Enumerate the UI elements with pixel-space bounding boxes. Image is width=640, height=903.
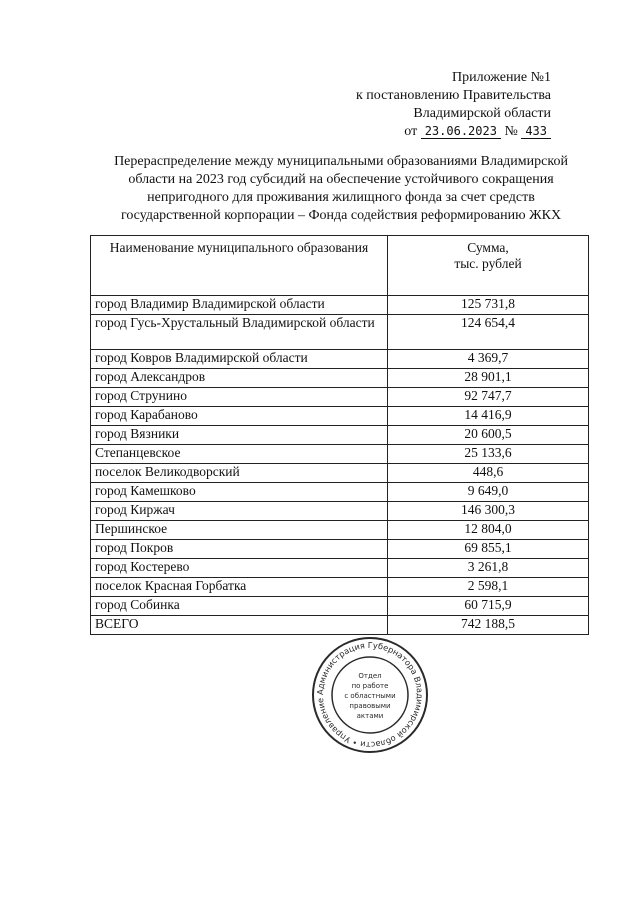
title-line-3: непригодного для проживания жилищного фонда за счет средств xyxy=(147,190,535,205)
title-line-1: Перераспределение между муниципальными образованиями Владимирской xyxy=(114,154,568,169)
row-name: город Струнино xyxy=(91,388,388,407)
table-row xyxy=(91,296,589,315)
row-name: город Вязники xyxy=(91,426,388,445)
row-sum: 14 416,9 xyxy=(388,407,589,426)
annex-date-line xyxy=(311,123,551,141)
table-row xyxy=(91,502,589,521)
row-sum: 92 747,7 xyxy=(388,388,589,407)
annex-subtitle: к постановлению Правительства xyxy=(355,88,551,103)
row-name: Першинское xyxy=(91,521,388,540)
row-name: поселок Красная Горбатка xyxy=(91,578,388,597)
table-header-row xyxy=(91,236,589,296)
table-row xyxy=(91,315,589,350)
header-name: Наименование муниципального образования xyxy=(91,236,388,296)
row-sum: 28 901,1 xyxy=(388,369,589,388)
row-sum: 12 804,0 xyxy=(388,521,589,540)
row-sum: 125 731,8 xyxy=(388,296,589,315)
row-name: город Ковров Владимирской области xyxy=(91,350,388,369)
total-row xyxy=(91,616,589,635)
row-sum: 2 598,1 xyxy=(388,578,589,597)
row-name: город Владимир Владимирской области xyxy=(91,296,388,315)
table-row xyxy=(91,369,589,388)
table-row xyxy=(91,445,589,464)
row-sum: 4 369,7 xyxy=(388,350,589,369)
decree-date: 23.06.2023 xyxy=(421,124,501,139)
table-row xyxy=(91,426,589,445)
document-title xyxy=(94,153,588,225)
row-name: город Костерево xyxy=(91,559,388,578)
row-sum: 3 261,8 xyxy=(388,559,589,578)
row-sum: 146 300,3 xyxy=(388,502,589,521)
table-row xyxy=(91,388,589,407)
stamp-center-line-3: с областными xyxy=(344,692,396,700)
row-sum: 69 855,1 xyxy=(388,540,589,559)
row-sum: 25 133,6 xyxy=(388,445,589,464)
stamp-center-line-1: Отдел xyxy=(358,672,382,680)
subsidy-table xyxy=(90,235,589,635)
row-sum: 60 715,9 xyxy=(388,597,589,616)
stamp-center-line-4: правовыми xyxy=(349,702,391,710)
row-name: город Александров xyxy=(91,369,388,388)
row-sum: 20 600,5 xyxy=(388,426,589,445)
annex-title: Приложение №1 xyxy=(452,70,551,85)
table-row xyxy=(91,578,589,597)
stamp-ring-text: Администрация Губернатора Владимирской области • Управление xyxy=(314,639,426,751)
total-sum: 742 188,5 xyxy=(388,616,589,635)
table-row xyxy=(91,521,589,540)
number-prefix: № xyxy=(504,124,518,139)
header-sum-line-2: тыс. рублей xyxy=(454,256,522,271)
header-sum xyxy=(388,236,589,296)
decree-number: 433 xyxy=(521,124,551,139)
row-name: город Собинка xyxy=(91,597,388,616)
row-name: город Камешково xyxy=(91,483,388,502)
row-name: город Карабаново xyxy=(91,407,388,426)
official-stamp xyxy=(310,635,430,755)
table-row xyxy=(91,350,589,369)
row-sum: 124 654,4 xyxy=(388,315,589,350)
row-name: Степанцевское xyxy=(91,445,388,464)
date-prefix: от xyxy=(404,124,418,139)
total-label: ВСЕГО xyxy=(91,616,388,635)
table-row xyxy=(91,559,589,578)
annex-region: Владимирской области xyxy=(413,106,551,121)
row-name: поселок Великодворский xyxy=(91,464,388,483)
header-sum-line-1: Сумма, xyxy=(467,240,509,255)
row-sum: 9 649,0 xyxy=(388,483,589,502)
stamp-center-line-5: актами xyxy=(356,712,384,720)
stamp-graphic xyxy=(310,635,430,755)
row-name: город Киржач xyxy=(91,502,388,521)
table-row xyxy=(91,483,589,502)
title-line-4: государственной корпорации – Фонда содействия реформированию ЖКХ xyxy=(120,208,562,223)
table-row xyxy=(91,540,589,559)
row-name: город Покров xyxy=(91,540,388,559)
annex-header xyxy=(311,69,551,141)
table-row xyxy=(91,407,589,426)
table-row xyxy=(91,464,589,483)
title-line-2: области на 2023 год субсидий на обеспечение устойчивого сокращения xyxy=(128,172,554,187)
row-name: город Гусь-Хрустальный Владимирской области xyxy=(91,315,388,350)
stamp-center-line-2: по работе xyxy=(351,682,389,690)
table-row xyxy=(91,597,589,616)
row-sum: 448,6 xyxy=(388,464,589,483)
